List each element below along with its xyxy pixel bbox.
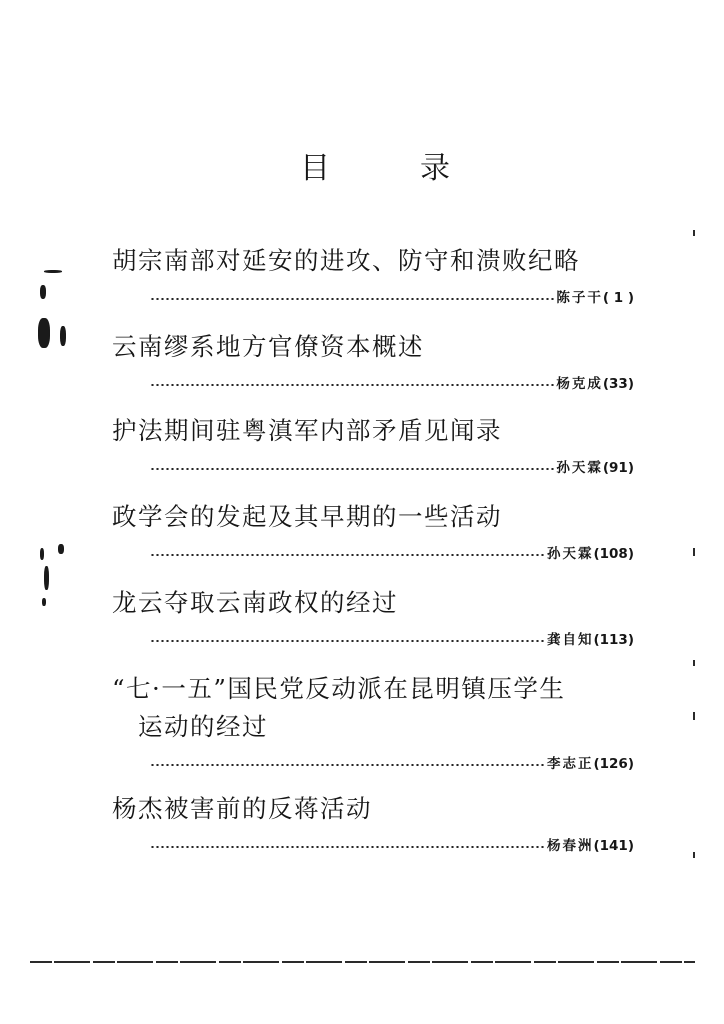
toc-entry-title: 云南缪系地方官僚资本概述 [112, 332, 424, 361]
scan-mark [693, 230, 695, 236]
toc-entry-title: 杨杰被害前的反蒋活动 [112, 794, 372, 823]
toc-entry[interactable] [112, 584, 642, 648]
toc-entry-page: (108) [593, 546, 634, 562]
page-title-char-1: 目 [300, 151, 330, 186]
toc-entry-leader-line [150, 284, 634, 306]
dot-leader [150, 846, 545, 848]
scan-mark [693, 548, 695, 556]
bottom-rule [30, 961, 695, 963]
scan-mark [42, 598, 46, 606]
toc-entry-title: 龙云夺取云南政权的经过 [112, 588, 398, 617]
toc-entry-author: 孙天霖 [556, 460, 603, 476]
toc-entry-leader-line [150, 626, 634, 648]
toc-entry-leader-line [150, 832, 634, 854]
scan-mark [40, 548, 44, 560]
dot-leader [150, 468, 554, 470]
toc-entry-page: (141) [593, 838, 634, 854]
scan-mark [60, 326, 66, 346]
dot-leader [150, 298, 554, 300]
toc-entry-leader-line [150, 750, 634, 772]
page-title [300, 143, 450, 187]
toc-entry-page: (91) [602, 460, 634, 476]
toc-entry-leader-line [150, 370, 634, 392]
scan-mark [44, 566, 49, 590]
dot-leader [150, 384, 554, 386]
toc-entry-author: 杨春洲 [546, 838, 594, 854]
dot-leader [150, 554, 545, 556]
toc-entry-title: 政学会的发起及其早期的一些活动 [112, 502, 502, 531]
toc-entry-author: 龚自知 [546, 632, 594, 648]
scan-mark [38, 318, 50, 348]
toc-entry-author: 陈子干 [556, 290, 603, 306]
toc-entry-page: (113) [593, 632, 634, 648]
toc-entry-leader-line [150, 454, 634, 476]
toc-entry[interactable] [112, 498, 642, 562]
toc-entry-author: 杨克成 [556, 376, 603, 392]
dot-leader [150, 764, 545, 766]
page-title-char-2: 录 [420, 151, 450, 186]
toc-entry-title: “七·一五”国民党反动派在昆明镇压学生 [112, 674, 566, 703]
toc-entry[interactable] [112, 412, 642, 476]
toc-entry-title-continued: 运动的经过 [138, 712, 268, 741]
toc-entry-leader-line [150, 540, 634, 562]
toc-entry-page: (33) [602, 376, 634, 392]
toc-entry[interactable] [112, 670, 642, 772]
toc-entry-page: (126) [593, 756, 634, 772]
scan-mark [58, 544, 64, 554]
scan-mark [693, 852, 695, 858]
scan-mark [693, 660, 695, 666]
toc-entry-title: 护法期间驻粤滇军内部矛盾见闻录 [112, 416, 502, 445]
dot-leader [150, 640, 545, 642]
toc-entry-author: 李志正 [546, 756, 594, 772]
scan-mark [40, 285, 46, 299]
scan-mark [693, 712, 695, 720]
scan-mark [44, 270, 62, 273]
toc-entry-author: 孙天霖 [546, 546, 594, 562]
toc-entry[interactable] [112, 242, 642, 306]
toc-entry[interactable] [112, 328, 642, 392]
toc-entry-page: ( 1 ) [602, 290, 634, 306]
toc-entry-title: 胡宗南部对延安的进攻、防守和溃败纪略 [112, 246, 580, 275]
toc-entry[interactable] [112, 790, 642, 854]
